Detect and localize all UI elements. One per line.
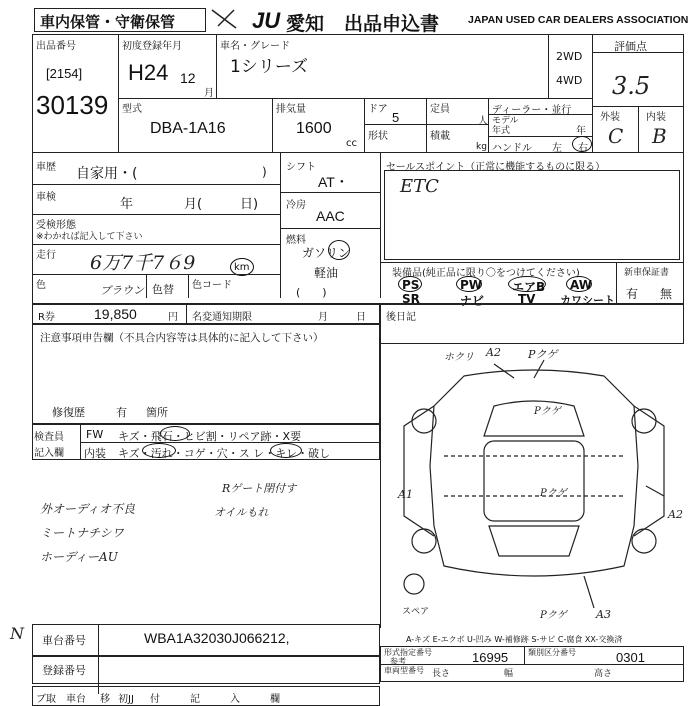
repair-label: 修復歴 [52,406,85,419]
fw-circle-stone [160,426,190,441]
diagram-mark-pkge-hood: Pクゲ [534,406,561,417]
equip-aw-circle [566,276,592,292]
registration-month: 12 [180,70,196,86]
diagram-mark-a2-top: A2 [486,346,501,359]
score-value: 3.5 [612,72,651,100]
registration-month-unit: 月 [204,88,214,99]
dims-note-label: 参考 [390,657,406,666]
equip-navi: ナビ [460,294,485,308]
usage-close: ) [262,165,267,179]
repair-place: 箇所 [146,406,168,419]
diagram-mark-a3: A3 [596,608,611,621]
lot-sub-number: [2154] [46,66,83,81]
handle-label: ハンドル [492,143,532,154]
dims-vehicle-label: 車両型番号 [384,666,424,675]
color-label: 色 [36,280,46,291]
aircon-label: 冷房 [286,200,306,211]
color-value: ブラウン [100,284,144,297]
lot-label: 出品番号 [36,41,76,52]
color-change-label: 色替 [152,283,174,296]
bottom-cell-4: 付 [150,694,160,705]
model-year-label: モデル年式 [492,116,519,136]
int-circle-dirt [142,443,176,458]
notes-label: 注意事項申告欄（不具合内容等は具体的に記入して下さい） [40,332,324,344]
handle-right: 右 [578,143,588,154]
interior-score: B [652,124,667,148]
bottom-cell-1: 車台 [66,694,86,705]
color-code-label: 色コード [192,280,232,291]
warranty-yes: 有 [626,287,639,301]
inspection-year: 年 [120,197,134,212]
plate-label: 登録番号 [42,664,86,677]
equip-ps: PS [402,278,420,292]
capacity-unit: 人 [478,116,488,127]
score-label: 評価点 [614,40,647,53]
ju-logo: JU [252,8,281,33]
inspector-label-1: 検査員 [34,432,64,443]
model-name: 1シリーズ [230,57,308,77]
doors-value: 5 [392,110,400,125]
equip-seat: カワシート [560,294,615,307]
repair-value: 有 [116,406,127,419]
bottom-cell-5: 記 [190,694,200,705]
load-label: 積載 [430,131,450,142]
dims-type-value: 16995 [472,650,509,665]
bottom-cell-3: 初JJ [118,694,134,705]
bottom-cell-2: 移 [100,694,110,705]
warranty-no: 無 [660,287,673,301]
inspection-month: 月( [184,197,203,212]
sales-point-label: セールスポイント（正常に機能するものに限る） [386,162,606,173]
fuel-label: 燃料 [286,235,306,246]
equip-tv: TV [518,292,536,306]
form-change-note: ※わかれば記入して下さい [36,232,143,242]
dims-class-label: 類別区分番号 [528,648,576,657]
type-value: DBA-1A16 [150,120,226,137]
hand-note-audio: 外オーディオ不良 [40,502,136,516]
interior-inspect-label: 内装 [84,447,106,460]
mileage-value: 6万7千7６9 [90,252,196,274]
form-title: 出品申込書 [344,13,440,35]
inspection-label: 車検 [36,192,56,203]
equip-pw: PW [460,278,483,292]
shift-value: AT・ [318,174,349,190]
usage-label: 車歴 [36,162,56,173]
displacement-label: 排気量 [276,104,306,115]
recycle-label: R券 [38,312,55,323]
model-label: 車名・グレード [220,41,290,52]
chassis-label: 車台番号 [42,634,86,647]
mileage-unit: km [234,262,250,273]
hand-note-body: ホーディーAU [40,550,118,564]
diagram-mark-pkge-roof: Pクゲ [540,488,567,499]
displacement-value: 1600 [296,120,332,137]
name-change-day: 日 [356,312,366,323]
storage-stamp-text: 車内保管・守衛保管 [40,13,176,31]
exterior-label: 外装 [600,112,620,123]
drive-4wd: 4WD [556,74,583,87]
warranty-label: 新車保証書 [624,268,670,278]
seat-memo-box [380,304,684,344]
fuel-other: ( ) [296,286,327,299]
inspector-label-2: 記入欄 [34,448,64,459]
bottom-cell-7: 欄 [270,694,280,705]
hand-mark-n: N [10,624,24,643]
recycle-value: 19,850 [94,306,137,322]
dims-class-value: 0301 [616,650,645,665]
recycle-unit: 円 [168,312,178,323]
lot-number: 30139 [36,90,109,120]
handle-right-circle [572,136,592,152]
diagram-mark-a1: A1 [398,488,413,501]
mileage-label: 走行 [36,250,56,261]
hand-note-oil: オイルもれ [214,506,269,519]
equip-pw-circle [456,276,482,292]
hand-note-meter: ミートナチシワ [40,526,124,540]
load-unit: kg [476,142,487,152]
name-change-month: 月 [318,312,328,323]
equip-airbag: エアB [512,280,546,294]
interior-label: 内装 [646,112,666,123]
shape-label: 形状 [368,131,388,142]
sales-point-value: ETC [400,176,439,197]
dims-length-label: 長さ [432,669,451,679]
model-year-unit: 年 [576,126,586,137]
drive-2wd: 2WD [556,50,583,63]
handle-left: 左 [552,143,562,154]
org-name-en: JAPAN USED CAR DEALERS ASSOCIATION [468,14,689,26]
dealer-label: ディーラー・並行 [492,105,572,116]
fuel-gasoline-circle [328,240,350,260]
inspection-day: 日) [240,197,259,212]
displacement-unit: cc [346,138,357,149]
int-circle-rub [270,443,302,458]
bottom-cell-6: 入 [230,694,240,705]
diagram-mark-a2-right: A2 [668,508,683,521]
chassis-value: WBA1A32030J066212, [144,630,290,646]
type-label: 型式 [122,104,142,115]
cross-out-mark [210,6,240,32]
damage-legend: A-キズ E-エクボ U-凹み W-補修跡 S-サビ C-腐食 XX-交換済 [406,635,623,644]
dims-height-label: 高さ [594,669,613,679]
dims-type-label: 形式指定番号 [384,648,432,657]
shift-label: シフト [286,162,316,173]
org-name-jp: 愛知 [286,13,325,35]
capacity-label: 定員 [430,104,450,115]
equip-aw: AW [570,278,592,292]
diagram-left-mark: ホクリ [444,352,474,363]
doors-label: ドア [368,104,388,115]
registration-year: H24 [128,60,169,85]
fw-items: キズ・飛石・ヒビ割・リペア跡・X要 [118,430,302,443]
registration-label: 初度登録年月 [122,41,182,52]
equipment-label: 装備品(純正品に限り〇をつけてください) [392,268,580,279]
aircon-value: AAC [316,208,345,224]
fw-label: FW [86,428,104,441]
car-diagram [384,346,684,626]
fuel-gasoline: ガソリン [302,246,351,260]
usage-value: 自家用・( [76,166,138,182]
bottom-cell-0: ブ取 [36,694,56,705]
fuel-diesel: 軽油 [314,266,339,280]
equip-ps-circle [398,276,422,292]
spare-label: スペア [402,607,430,617]
dims-width-label: 幅 [504,669,514,679]
exterior-score: C [608,124,624,148]
equip-sr: SR [402,292,420,306]
interior-inspect-items: キズ・汚れ・コゲ・穴・ス レ・キレ・破し [118,447,331,460]
name-change-label: 名変通知期限 [192,312,252,323]
seat-memo-label: 後日記 [386,312,416,323]
diagram-mark-pkge-rear: Pクゲ [540,610,567,621]
form-change-label: 受検形態 [36,220,76,231]
equip-airbag-circle [508,276,546,292]
hand-note-gate: Rゲート閉付す [222,482,297,495]
diagram-mark-pkge-top: Pクゲ [528,348,558,361]
